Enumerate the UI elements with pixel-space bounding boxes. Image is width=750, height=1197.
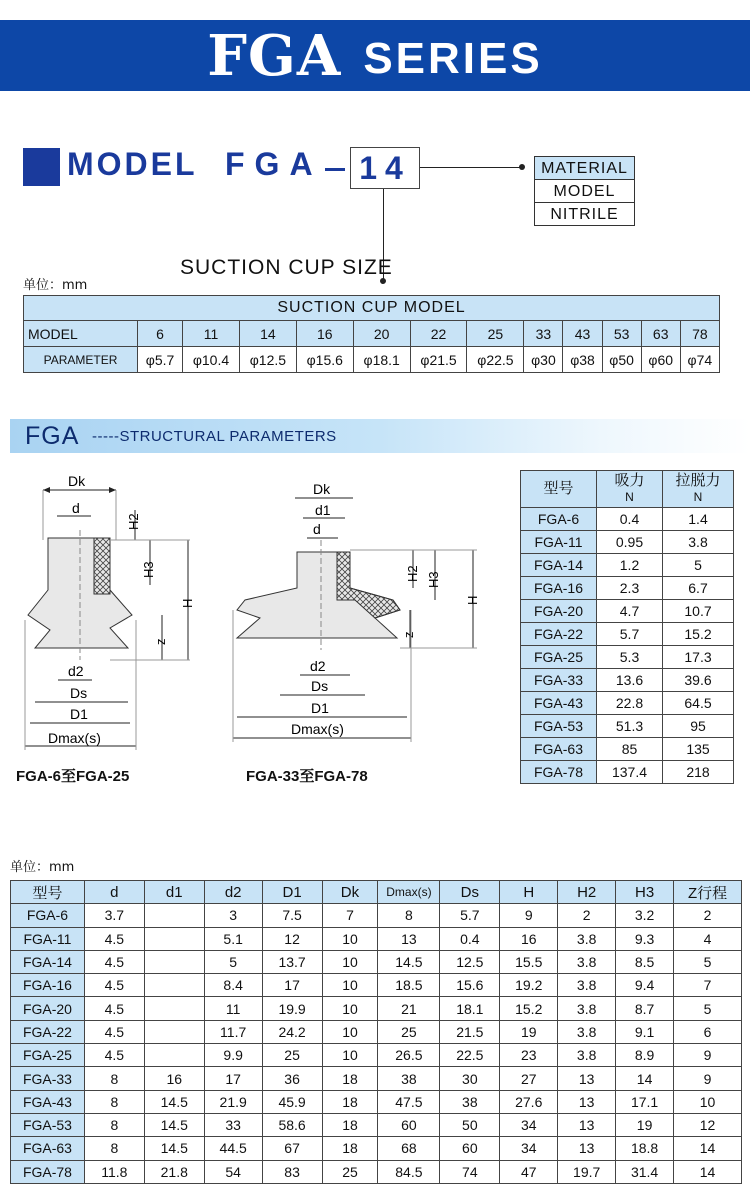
table-row [521,577,734,600]
value-cell: 18.1 [440,997,500,1020]
value-cell: 8 [84,1090,144,1113]
header-cell: Z行程 [674,881,742,904]
value-cell: 19 [616,1113,674,1136]
value-cell: 6 [674,1020,742,1043]
value-cell: 34 [500,1113,558,1136]
param-cell: φ38 [563,347,602,373]
suction-cup-model-table [23,295,720,373]
value-cell: 3.8 [558,974,616,997]
model-cell: 16 [296,321,353,347]
model-cell: 63 [641,321,680,347]
table-row [11,1137,742,1160]
value-cell [144,997,204,1020]
value-cell: 12 [674,1113,742,1136]
value-cell: 14.5 [144,1113,204,1136]
value-cell: 14 [616,1067,674,1090]
unit-label: 单位：mm [23,278,88,293]
value-cell: 21.5 [440,1020,500,1043]
value-cell: 13 [558,1090,616,1113]
table-row [521,623,734,646]
value-cell: 45.9 [262,1090,322,1113]
value-cell: 18 [322,1090,378,1113]
value-cell: 54 [204,1160,262,1183]
header-banner [0,20,750,91]
value-cell: 24.2 [262,1020,322,1043]
value-cell: 19.7 [558,1160,616,1183]
dimension-table [10,880,742,1184]
header-suction: 吸力 N [597,471,663,508]
model-cell: FGA-6 [521,508,597,531]
value-cell: 74 [440,1160,500,1183]
value-cell: 15.6 [440,974,500,997]
model-cell: FGA-20 [11,997,85,1020]
value-cell: 27 [500,1067,558,1090]
value-cell: 5 [204,950,262,973]
value-cell: 3.8 [663,531,734,554]
table-row [11,1113,742,1136]
value-cell: 4.5 [84,974,144,997]
value-cell: 21.8 [144,1160,204,1183]
label-d1: D1 [311,700,329,716]
value-cell: 18.8 [616,1137,674,1160]
header-cell: d1 [144,881,204,904]
value-cell: 10.7 [663,600,734,623]
value-cell: 3.7 [84,904,144,927]
value-cell: 60 [378,1113,440,1136]
value-cell: 9 [674,1044,742,1067]
value-cell: 22.8 [597,692,663,715]
model-marker-block [23,148,60,186]
param-cell: φ15.6 [296,347,353,373]
value-cell: 25 [262,1044,322,1067]
label-dmax: Dmax(s) [291,721,344,737]
value-cell: 13 [558,1067,616,1090]
table-row [11,1160,742,1183]
value-cell: 19.9 [262,997,322,1020]
model-cell: FGA-33 [521,669,597,692]
label-z: z [401,631,416,638]
suction-cup-size-label: SUCTION CUP SIZE [180,256,393,279]
value-cell: 9.9 [204,1044,262,1067]
value-cell: 5 [674,950,742,973]
table-row [521,646,734,669]
model-cell: FGA-53 [521,715,597,738]
value-cell: 10 [322,1020,378,1043]
section-prefix: FGA [25,422,80,450]
value-cell: 14 [674,1137,742,1160]
section-bar [10,419,750,453]
header-cell: Ds [440,881,500,904]
model-cell: FGA-6 [11,904,85,927]
value-cell: 21.9 [204,1090,262,1113]
value-cell: 83 [262,1160,322,1183]
value-cell: 68 [378,1137,440,1160]
value-cell: 11.7 [204,1020,262,1043]
model-cell: FGA-25 [11,1044,85,1067]
row-label: PARAMETER [24,347,138,373]
value-cell: 5 [663,554,734,577]
model-cell: FGA-78 [521,761,597,784]
model-cell: FGA-43 [11,1090,85,1113]
table-row [521,600,734,623]
value-cell: 25 [322,1160,378,1183]
value-cell: 8 [84,1137,144,1160]
label-ds: Ds [311,678,329,694]
header-cell: d [84,881,144,904]
value-cell: 10 [322,974,378,997]
value-cell: 7 [322,904,378,927]
value-cell: 14 [674,1160,742,1183]
param-cell: φ60 [641,347,680,373]
model-cell: 14 [239,321,296,347]
value-cell: 5.3 [597,646,663,669]
value-cell: 19 [500,1020,558,1043]
value-cell: 9 [500,904,558,927]
value-cell: 9.4 [616,974,674,997]
table-row [11,927,742,950]
value-cell: 11.8 [84,1160,144,1183]
value-cell: 13.7 [262,950,322,973]
value-cell: 4.5 [84,1020,144,1043]
value-cell: 67 [262,1137,322,1160]
label-d: d [72,500,80,516]
value-cell: 21 [378,997,440,1020]
value-cell: 14.5 [144,1137,204,1160]
value-cell: 14.5 [144,1090,204,1113]
param-cell: φ21.5 [410,347,467,373]
value-cell: 3 [204,904,262,927]
model-label: MODEL [67,146,198,182]
table-row [521,531,734,554]
leader-dot [519,164,525,170]
value-cell: 8 [84,1113,144,1136]
value-cell: 9 [674,1067,742,1090]
model-cell: FGA-22 [11,1020,85,1043]
value-cell: 10 [322,927,378,950]
value-cell: 8 [378,904,440,927]
value-cell: 44.5 [204,1137,262,1160]
value-cell: 50 [440,1113,500,1136]
param-cell: φ22.5 [467,347,524,373]
value-cell: 7.5 [262,904,322,927]
value-cell: 16 [500,927,558,950]
value-cell: 64.5 [663,692,734,715]
model-prefix: FGA [225,146,323,182]
material-box [534,156,635,226]
value-cell: 84.5 [378,1160,440,1183]
value-cell: 10 [674,1090,742,1113]
value-cell: 5.1 [204,927,262,950]
model-cell: 25 [467,321,524,347]
value-cell [144,904,204,927]
value-cell: 8 [84,1067,144,1090]
value-cell: 51.3 [597,715,663,738]
value-cell [144,1044,204,1067]
value-cell: 3.8 [558,1020,616,1043]
value-cell: 31.4 [616,1160,674,1183]
row-label: MODEL [24,321,138,347]
value-cell: 58.6 [262,1113,322,1136]
value-cell: 5.7 [597,623,663,646]
table-row [11,1044,742,1067]
model-cell: 6 [138,321,183,347]
label-z: z [153,638,168,645]
value-cell: 47.5 [378,1090,440,1113]
table-row [521,761,734,784]
value-cell: 2.3 [597,577,663,600]
header-cell: d2 [204,881,262,904]
value-cell: 10 [322,1044,378,1067]
param-cell: φ10.4 [183,347,240,373]
material-header: MATERIAL [535,157,634,180]
value-cell: 36 [262,1067,322,1090]
value-cell: 19.2 [500,974,558,997]
value-cell: 22.5 [440,1044,500,1067]
force-table [520,470,734,784]
material-model: MODEL [535,180,634,203]
table-row [521,508,734,531]
value-cell: 17.3 [663,646,734,669]
value-cell: 7 [674,974,742,997]
value-cell: 8.9 [616,1044,674,1067]
value-cell: 17 [204,1067,262,1090]
value-cell: 4.5 [84,950,144,973]
label-d: d [313,521,321,537]
value-cell: 4 [674,927,742,950]
table-row [11,950,742,973]
value-cell: 34 [500,1137,558,1160]
model-cell: 43 [563,321,602,347]
table-row [521,692,734,715]
value-cell: 15.2 [663,623,734,646]
value-cell [144,1020,204,1043]
model-cell: 11 [183,321,240,347]
model-cell: FGA-16 [521,577,597,600]
model-cell: 20 [353,321,410,347]
value-cell: 25 [378,1020,440,1043]
diagram2-caption: FGA-33至FGA-78 [246,768,368,785]
header-pull: 拉脱力 N [663,471,734,508]
model-cell: FGA-63 [521,738,597,761]
value-cell: 9.3 [616,927,674,950]
param-cell: φ12.5 [239,347,296,373]
value-cell: 26.5 [378,1044,440,1067]
material-nitrile: NITRILE [550,206,619,223]
param-cell: φ18.1 [353,347,410,373]
label-dk: Dk [313,481,331,497]
label-d2: d2 [310,658,326,674]
series-title: SERIES [363,33,543,83]
value-cell: 3.8 [558,997,616,1020]
value-cell: 9.1 [616,1020,674,1043]
model-cell: FGA-78 [11,1160,85,1183]
label-ds: Ds [70,685,88,701]
model-cell: FGA-20 [521,600,597,623]
value-cell: 95 [663,715,734,738]
value-cell: 60 [440,1137,500,1160]
value-cell: 8.5 [616,950,674,973]
value-cell: 137.4 [597,761,663,784]
diagram-large-cup [225,470,505,760]
value-cell: 15.5 [500,950,558,973]
model-cell: FGA-16 [11,974,85,997]
value-cell: 3.2 [616,904,674,927]
value-cell: 1.2 [597,554,663,577]
value-cell: 14.5 [378,950,440,973]
value-cell: 5.7 [440,904,500,927]
value-cell: 13.6 [597,669,663,692]
value-cell: 12.5 [440,950,500,973]
table-row [11,997,742,1020]
model-cell: FGA-11 [11,927,85,950]
value-cell: 33 [204,1113,262,1136]
model-cell: FGA-22 [521,623,597,646]
header-cell: D1 [262,881,322,904]
value-cell: 6.7 [663,577,734,600]
value-cell: 12 [262,927,322,950]
label-h3: H3 [426,571,441,588]
value-cell: 0.4 [440,927,500,950]
model-cell: 53 [602,321,641,347]
value-cell: 85 [597,738,663,761]
model-cell: 33 [524,321,563,347]
value-cell: 10 [322,950,378,973]
value-cell: 13 [378,927,440,950]
value-cell: 13 [558,1137,616,1160]
param-cell: φ74 [680,347,719,373]
brand-title: FGA [207,22,342,89]
value-cell: 135 [663,738,734,761]
value-cell: 4.7 [597,600,663,623]
value-cell [144,950,204,973]
value-cell: 2 [674,904,742,927]
model-cell: FGA-63 [11,1137,85,1160]
param-cell: φ50 [602,347,641,373]
model-cell: FGA-11 [521,531,597,554]
value-cell: 38 [378,1067,440,1090]
model-cell: 22 [410,321,467,347]
label-h2: H2 [126,513,141,530]
label-h: H [465,595,480,605]
label-d1-shaft: d1 [315,502,331,518]
header-cell: Dk [322,881,378,904]
unit-label-2: 单位：mm [10,860,75,875]
header-cell: H2 [558,881,616,904]
value-cell: 18 [322,1137,378,1160]
table-row [11,1067,742,1090]
model-cell: FGA-25 [521,646,597,669]
value-cell: 16 [144,1067,204,1090]
model-cell: 78 [680,321,719,347]
table-row [11,1020,742,1043]
value-cell: 23 [500,1044,558,1067]
value-cell: 10 [322,997,378,1020]
value-cell: 18 [322,1067,378,1090]
value-cell: 4.5 [84,927,144,950]
value-cell: 13 [558,1113,616,1136]
value-cell: 3.8 [558,950,616,973]
model-dash [325,168,345,171]
value-cell: 17 [262,974,322,997]
table-row [521,715,734,738]
material-leader-line [420,167,522,168]
value-cell: 4.5 [84,1044,144,1067]
section-title: -----STRUCTURAL PARAMETERS [92,428,337,445]
value-cell: 47 [500,1160,558,1183]
value-cell: 27.6 [500,1090,558,1113]
param-cell: φ30 [524,347,563,373]
value-cell: 17.1 [616,1090,674,1113]
label-d2: d2 [68,663,84,679]
table-row [11,1090,742,1113]
label-dmax: Dmax(s) [48,730,101,746]
value-cell: 18 [322,1113,378,1136]
model-cell: FGA-33 [11,1067,85,1090]
value-cell: 4.5 [84,997,144,1020]
model-cell: FGA-14 [11,950,85,973]
value-cell: 0.95 [597,531,663,554]
label-d1: D1 [70,706,88,722]
value-cell: 5 [674,997,742,1020]
diagram-small-cup [10,470,210,760]
value-cell: 3.8 [558,1044,616,1067]
value-cell [144,927,204,950]
value-cell: 1.4 [663,508,734,531]
value-cell: 39.6 [663,669,734,692]
value-cell: 11 [204,997,262,1020]
model-cell: FGA-14 [521,554,597,577]
diagram1-caption: FGA-6至FGA-25 [16,768,130,785]
value-cell: 2 [558,904,616,927]
label-dk: Dk [68,473,86,489]
table-row [521,554,734,577]
label-h2: H2 [405,565,420,582]
param-cell: φ5.7 [138,347,183,373]
model-size-box: 14 [350,147,420,189]
header-model: 型号 [521,471,597,508]
value-cell [144,974,204,997]
value-cell: 3.8 [558,927,616,950]
model-cell: FGA-53 [11,1113,85,1136]
value-cell: 30 [440,1067,500,1090]
header-cell: 型号 [11,881,85,904]
table-row [521,669,734,692]
label-h3: H3 [141,561,156,578]
table-row [521,738,734,761]
table-title: SUCTION CUP MODEL [24,296,720,321]
value-cell: 38 [440,1090,500,1113]
table-row [11,974,742,997]
value-cell: 0.4 [597,508,663,531]
table-row [11,904,742,927]
value-cell: 218 [663,761,734,784]
value-cell: 18.5 [378,974,440,997]
value-cell: 15.2 [500,997,558,1020]
value-cell: 8.7 [616,997,674,1020]
label-h: H [180,598,195,608]
header-cell: H3 [616,881,674,904]
value-cell: 8.4 [204,974,262,997]
header-cell: Dmax(s) [378,881,440,904]
header-cell: H [500,881,558,904]
model-cell: FGA-43 [521,692,597,715]
